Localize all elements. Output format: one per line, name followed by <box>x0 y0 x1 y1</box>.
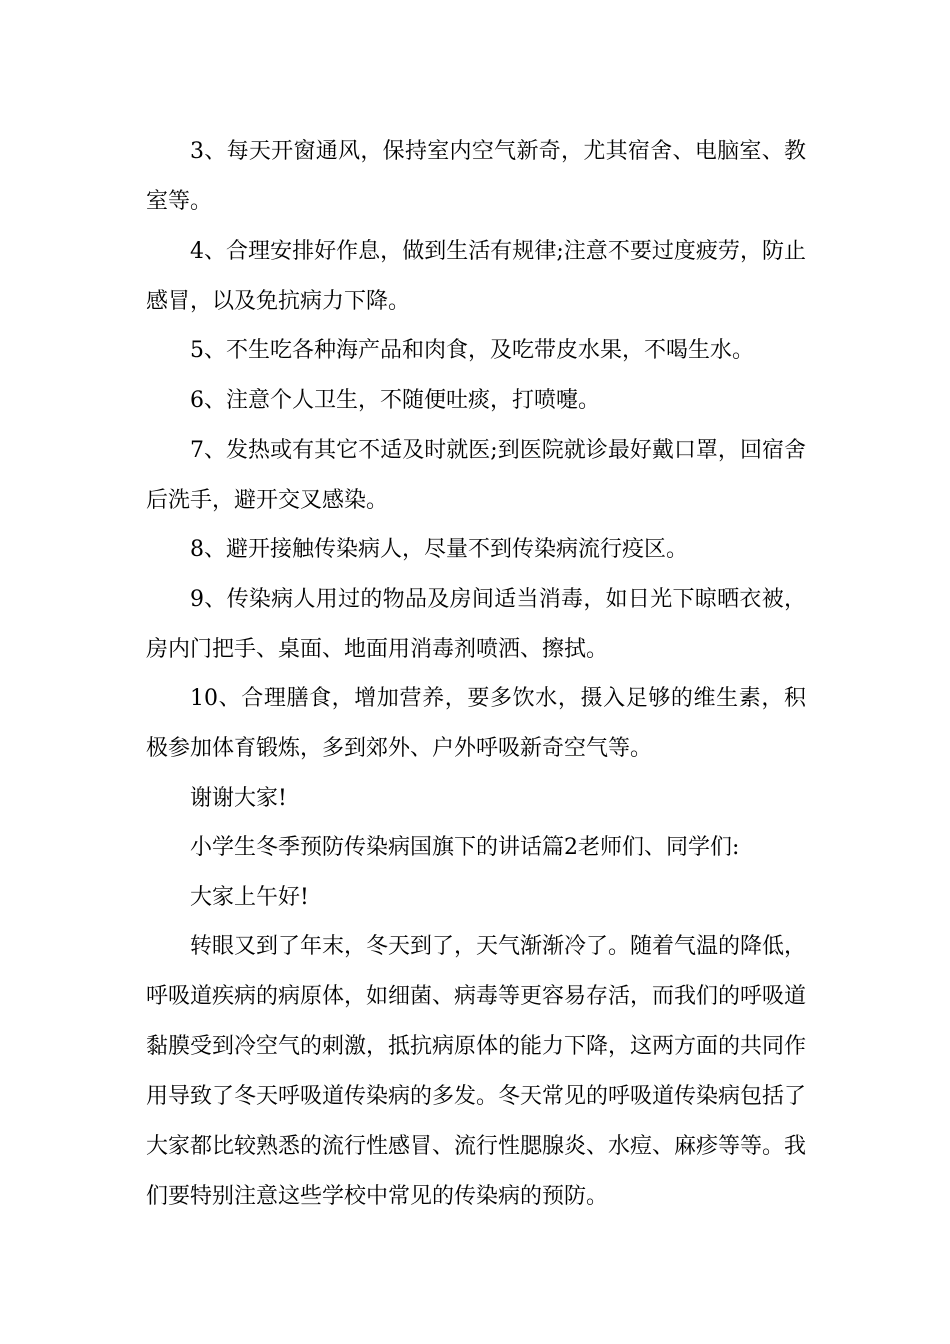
paragraph-item-9: 9、传染病人用过的物品及房间适当消毒，如日光下晾晒衣被，房内门把手、桌面、地面用消毒剂喷洒、擦拭。 <box>146 587 806 662</box>
paragraph-item-3: 3、每天开窗通风，保持室内空气新奇，尤其宿舍、电脑室、教室等。 <box>146 139 806 214</box>
paragraph-item-8: 8、避开接触传染病人，尽量不到传染病流行疫区。 <box>190 537 688 562</box>
greeting: 大家上午好! <box>190 885 309 910</box>
paragraph-item-5: 5、不生吃各种海产品和肉食，及吃带皮水果，不喝生水。 <box>190 338 754 363</box>
paragraph-item-10: 10、合理膳食，增加营养，要多饮水，摄入足够的维生素，积极参加体育锻炼，多到郊外、户外呼吸新奇空气等。 <box>146 686 806 761</box>
paragraph-item-6: 6、注意个人卫生，不随便吐痰，打喷嚏。 <box>190 388 600 413</box>
paragraph-item-4: 4、合理安排好作息，做到生活有规律;注意不要过度疲劳，防止感冒，以及免抗病力下降。 <box>146 239 806 314</box>
paragraph-item-7: 7、发热或有其它不适及时就医;到医院就诊最好戴口罩，回宿舍后洗手，避开交叉感染。 <box>146 438 806 513</box>
section-heading: 小学生冬季预防传染病国旗下的讲话篇2老师们、同学们: <box>190 835 740 860</box>
body-paragraph: 转眼又到了年末，冬天到了，天气渐渐冷了。随着气温的降低，呼吸道疾病的病原体，如细菌、病毒等更容易存活，而我们的呼吸道黏膜受到冷空气的刺激，抵抗病原体的能力下降，这两方面的共同作用导致了冬天呼吸道传染病的多发。冬天常见的呼吸道传染病包括了大家都比较熟悉的流行性感冒、流行性腮腺炎、水痘、麻疹等等。我们要特别注意这些学校中常见的传染病的预防。 <box>146 934 807 1209</box>
closing-thanks: 谢谢大家! <box>190 786 287 811</box>
